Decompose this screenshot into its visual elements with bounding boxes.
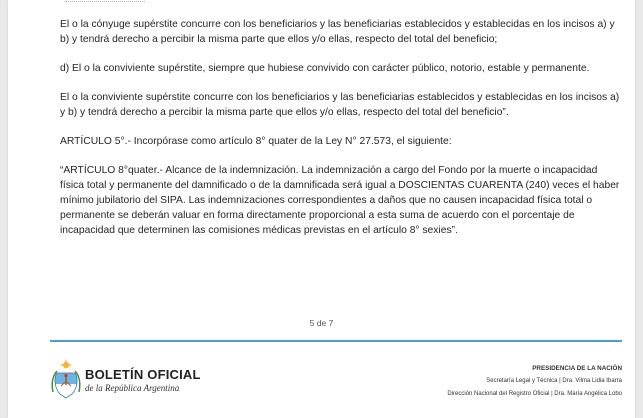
paragraph-inciso-d: d) El o la conviviente supérstite, siempre que hubiese convivido con carácter público, notorio, estable y permanente. — [60, 63, 590, 74]
credits-direccion: Dirección Nacional del Registro Oficial | Dra. María Angélica Lobo — [447, 391, 622, 397]
brand-title: BOLETÍN OFICIAL — [85, 367, 201, 382]
page-number: 5 de 7 — [309, 318, 334, 328]
footer-credits — [447, 362, 622, 401]
paragraph-articulo-8-quater: “ARTÍCULO 8°quater.- Alcance de la indemnización. La indemnización a cargo del Fondo por la muerte o incapacidad física total y permanente del damnificado o de la damnificada será igual a DOSCIENTAS CUARENTA (240) veces el haber mínimo jubilatorio del SIPA. Las indemnizaciones correspondientes a daños que no causen incapacidad física total o permanente se deberán valuar en forma directamente proporcional a esta suma de acuerdo con el porcentaje de incapacidad que determinen las comisiones médicas previstas en el artículo 8° sexies”. — [60, 165, 620, 236]
brand-subtitle: de la República Argentina — [85, 383, 180, 393]
boletin-oficial-logo — [51, 359, 211, 401]
document-body — [60, 17, 620, 252]
paragraph-articulo-5: ARTÍCULO 5°.- Incorpórase como artículo 8° quater de la Ley N° 27.573, el siguiente: — [60, 136, 452, 147]
credits-presidencia: PRESIDENCIA DE LA NACIÓN — [532, 365, 622, 372]
paragraph-conyuge: El o la cónyuge supérstite concurre con los beneficiarios y las beneficiarias establecidos y establecidas en los incisos a) y b) y tendrá derecho a percibir la misma parte que ellos y/o ellas, respecto del total del beneficio; — [60, 19, 615, 45]
paragraph-conviviente: El o la conviviente supérstite concurre con los beneficiarios y las beneficiarias establecidos y establecidas en los incisos a) y b) y tendrá derecho a percibir la misma parte que ellos y/o ellas, respecto del total del beneficio”. — [60, 92, 620, 118]
national-shield-icon — [51, 359, 81, 399]
footer-divider — [50, 340, 622, 342]
document-page — [8, 0, 635, 418]
credits-secretaria: Secretaría Legal y Técnica | Dra. Vilma Lidia Ibarra — [486, 378, 622, 384]
cut-off-text-remnant — [65, 0, 145, 3]
